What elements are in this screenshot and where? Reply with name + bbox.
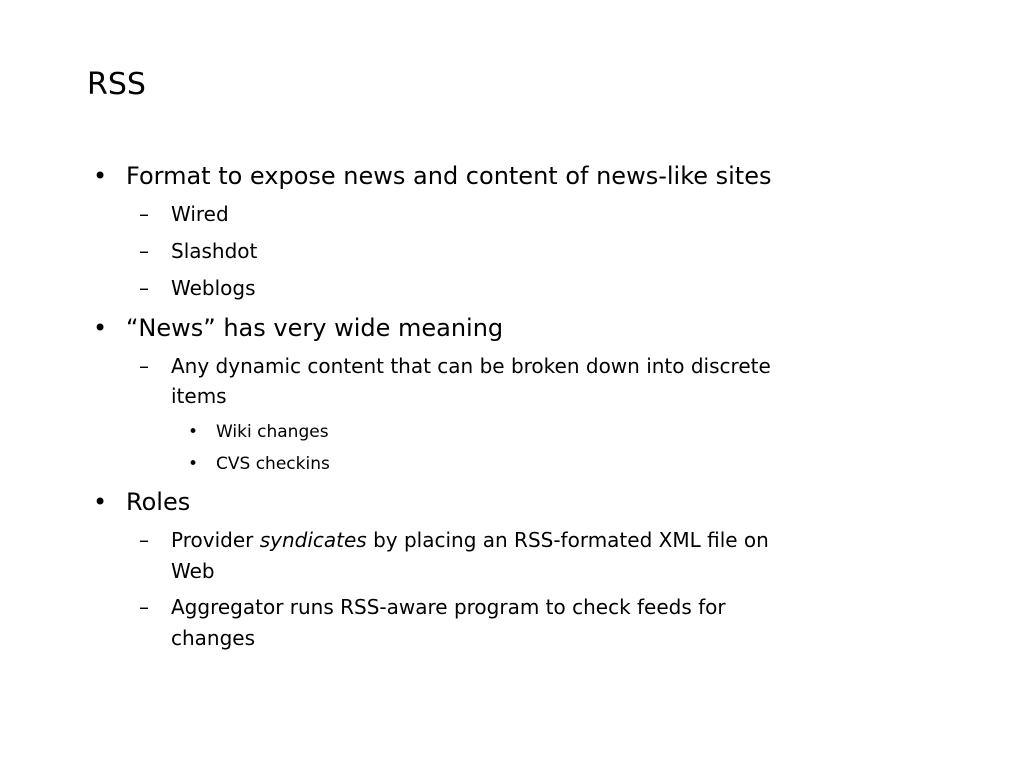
sub-item-text: changes — [171, 626, 256, 650]
bullet-text: Format to expose news and content of news-like sites — [126, 162, 772, 190]
dash-marker: – — [139, 202, 149, 226]
dash-marker: – — [139, 595, 149, 619]
sub-sub-item-text: Wiki changes — [216, 422, 329, 442]
sub-item-text: Aggregator runs RSS-aware program to check feeds for — [171, 595, 726, 619]
sub-item-text-post: by placing an RSS-formated XML file on — [366, 528, 769, 552]
dash-marker: – — [139, 528, 149, 552]
slide-title: RSS — [87, 67, 146, 102]
bullet-text: Roles — [126, 488, 191, 516]
sub-item-text: Weblogs — [171, 276, 256, 300]
bullet-marker: • — [93, 162, 108, 190]
bullet-marker: • — [188, 454, 199, 474]
dash-marker: – — [139, 276, 149, 300]
dash-marker: – — [139, 354, 149, 378]
sub-item-text — [171, 525, 769, 555]
sub-item-text: Slashdot — [171, 239, 258, 263]
sub-item-text-emphasis: syndicates — [259, 528, 367, 552]
bullet-marker: • — [93, 314, 108, 342]
sub-item-text-pre: Provider — [171, 528, 260, 552]
bullet-marker: • — [93, 488, 108, 516]
bullet-marker: • — [188, 422, 199, 442]
dash-marker: – — [139, 239, 149, 263]
sub-item-text: Web — [171, 559, 215, 583]
sub-item-text: Wired — [171, 202, 229, 226]
sub-item-text: items — [171, 384, 227, 408]
sub-item-text: Any dynamic content that can be broken down into discrete — [171, 354, 771, 378]
bullet-text: “News” has very wide meaning — [126, 314, 504, 342]
sub-sub-item-text: CVS checkins — [216, 454, 330, 474]
